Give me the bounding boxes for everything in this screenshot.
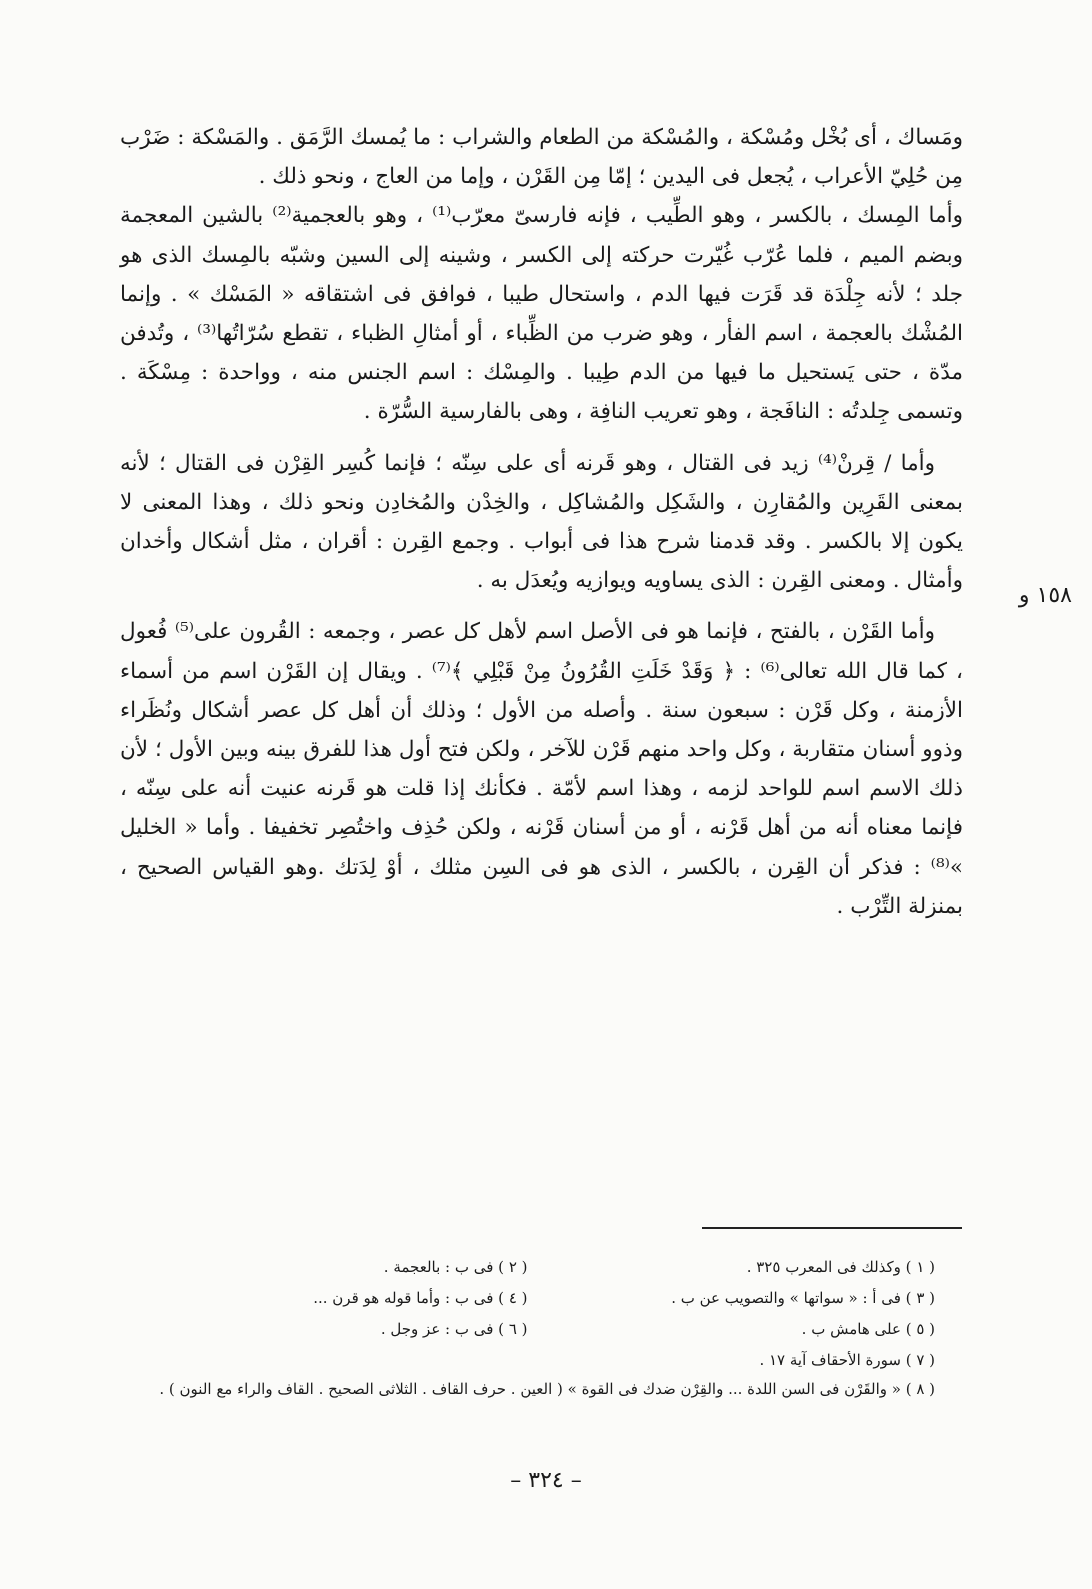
- footnote-divider: [702, 1227, 962, 1229]
- footnote-3: ( ٣ ) فى أ : « سواتها » والتصويب عن ب .: [671, 1289, 935, 1307]
- paragraph-2: وأما المِسك ، بالكسر ، وهو الطِّيب ، فإنه فارسىّ معرّب⁽¹⁾ ، وهو بالعجمية⁽²⁾ بالشين المعجمة وبضم الميم ، فلما عُرّب غُيّرت حركته إلى الكسر ، وشينه إلى السين وشبّه بالمِسك الذى هو جلد ؛ لأنه جِلْدَة قد قَرَت فيها الدم ، واستحال طيبا ، فوافق فى اشتقاقه « المَسْك » . وإنما المُشْك بالعجمة ، اسم الفأر ، وهو ضرب من الظِّباء ، أو أمثالِ الظباء ، تقطع سُرّاتُها⁽³⁾ ، وتُدفن مدّة ، حتى يَستحيل ما فيها من الدم طِيبا . والمِسْك : اسم الجنس منه ، وواحدة : مِسْكَة . وتسمى جِلدتُه : النافَجة ، وهو تعريب النافِة ، وهى بالفارسية السُّرّة .: [120, 203, 963, 425]
- footnote-1: ( ١ ) وكذلك فى المعرب ٣٢٥ .: [746, 1258, 935, 1276]
- footnote-8: ( ٨ ) « والقَرْن فى السن اللدة ... والقِرْن ضدك فى القوة » ( العين . حرف القاف . الثلاثى الصحيح . القاف والراء مع النون ) .: [159, 1380, 935, 1398]
- footnote-row: [120, 1283, 935, 1314]
- page-number: – ٣٢٤ –: [510, 1468, 582, 1493]
- footnote-row: [120, 1314, 935, 1345]
- footnote-2: ( ٢ ) فى ب : بالعجمة .: [383, 1258, 528, 1276]
- paragraph-1: ومَساك ، أى بُخْل ومُسْكة ، والمُسْكة من الطعام والشراب : ما يُمسك الرَّمَق . والمَسْكة : ضَرْب مِن حُلِيّ الأعراب ، يُجعل فى اليدين ؛ إمّا مِن القَرْن ، وإما من العاج ، ونحو ذلك .: [120, 125, 963, 190]
- footnote-5: ( ٥ ) على هامش ب .: [801, 1320, 935, 1338]
- main-text: [120, 118, 963, 926]
- footnote-6: ( ٦ ) فى ب : عز وجل .: [380, 1320, 528, 1338]
- paragraph-3: وأما / قِرنْ⁽⁴⁾ زيد فى القتال ، وهو قَرنه أى على سِنّه ؛ فإنما كُسِر القِرْن فى القتال ؛ لأنه بمعنى القَرِين والمُقارِن ، والشَكِل والمُشاكِل ، والخِدْن والمُخادِن ونحو ذلك ، وهذا المعنى لا يكون إلا بالكسر . وقد قدمنا شرح هذا فى أبواب . وجمع القِرن : أقران ، مثل أشكال وأخدان وأمثال . ومعنى القِرن : الذى يساويه ويوازيه ويُعدَل به .: [120, 450, 963, 594]
- footnote-7: ( ٧ ) سورة الأحقاف آية ١٧ .: [759, 1351, 935, 1369]
- footnote-row: [120, 1252, 935, 1283]
- folio-margin-note: ١٥٨ و: [1018, 583, 1072, 608]
- footnotes: [120, 1252, 935, 1402]
- footnote-4: ( ٤ ) فى ب : وأما قوله هو قرن ...: [313, 1289, 528, 1307]
- paragraph-4: وأما القَرْن ، بالفتح ، فإنما هو فى الأصل اسم لأهل كل عصر ، وجمعه : القُرون على⁽⁵⁾ فُعول ، كما قال الله تعالى⁽⁶⁾ : ﴿ وَقَدْ خَلَتِ القُرُونُ مِنْ قَبْلِي ﴾⁽⁷⁾ . ويقال إن القَرْن اسم من أسماء الأزمنة ، وكل قَرْن : سبعون سنة . وأصله من الأول ؛ وذلك أن أهل كل عصر أشكال ونُظَراء وذوو أسنان متقاربة ، وكل واحد منهم قَرْن للآخر ، ولكن فتح أول هذا للفرق بينه وبين الأول ؛ لأن ذلك الاسم اسم للواحد لزمه ، وهذا اسم لأمّة . فكأنك إذا قلت هو قَرنه عنيت أنه على سِنّه ، فإنما معناه أنه من أهل قَرْنه ، أو من أسنان قَرْنه ، ولكن حُذِف واختُصِر تخفيفا . وأما « الخليل »⁽⁸⁾ : فذكر أن القِرن ، بالكسر ، الذى هو فى السِن مثلك ، أوْ لِدَتك .وهو القياس الصحيح ، بمنزلة التِّرْب .: [120, 619, 963, 919]
